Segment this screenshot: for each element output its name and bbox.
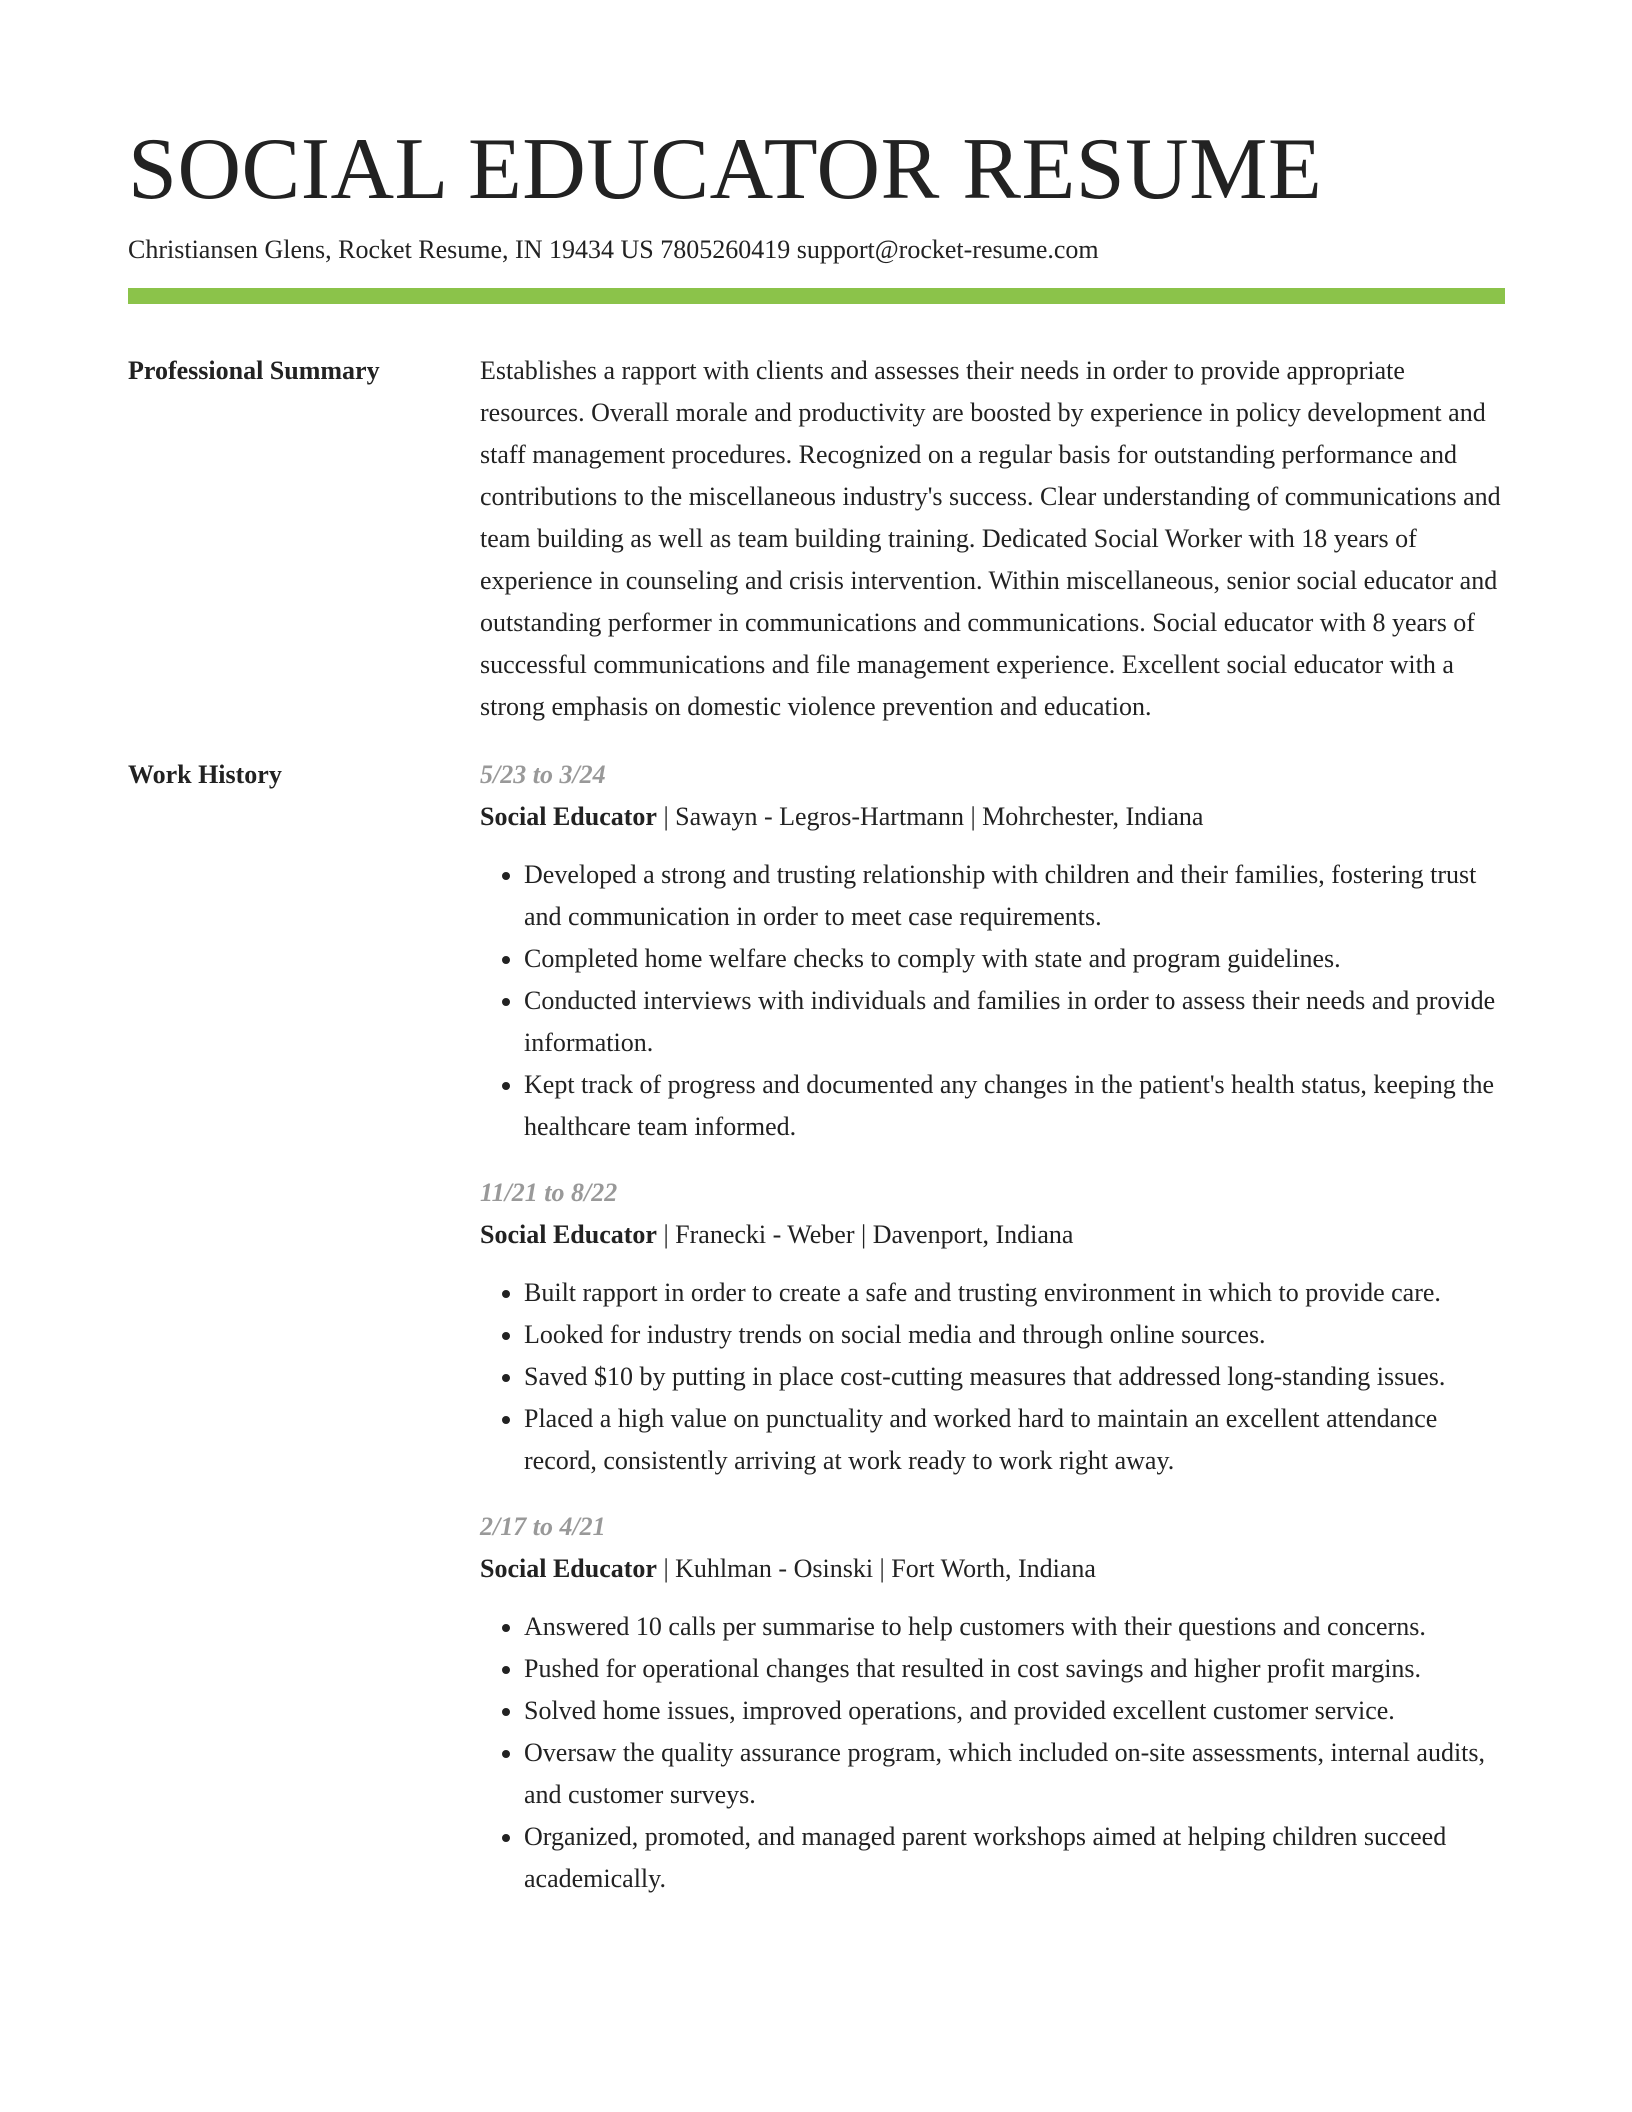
job-title: Social Educator bbox=[480, 1220, 657, 1249]
summary-section bbox=[128, 356, 1505, 728]
job-dates: 11/21 to 8/22 bbox=[480, 1178, 618, 1207]
job-bullet: • Organized, promoted, and managed parent workshops aimed at helping children succeed academically. bbox=[524, 1816, 1505, 1900]
job-bullet: • Placed a high value on punctuality and worked hard to maintain an excellent attendance record, consistently arriving at work ready to work right away. bbox=[524, 1398, 1505, 1482]
job-bullet-list bbox=[480, 1272, 1505, 1482]
job-bullet: • Developed a strong and trusting relationship with children and their families, fostering trust and communication in order to meet case requirements. bbox=[524, 854, 1505, 938]
job-bullet-list bbox=[480, 1606, 1505, 1900]
job-bullet: • Pushed for operational changes that resulted in cost savings and higher profit margins. bbox=[524, 1648, 1505, 1690]
job-entry bbox=[480, 1506, 1505, 1900]
job-dates: 5/23 to 3/24 bbox=[480, 760, 606, 789]
job-bullet: • Looked for industry trends on social media and through online sources. bbox=[524, 1314, 1505, 1356]
job-entry bbox=[480, 754, 1505, 1148]
work-history-body bbox=[480, 760, 1505, 1930]
summary-text: Establishes a rapport with clients and assesses their needs in order to provide appropriate resources. Overall morale and productivity are boosted by experience in policy development and staff management procedures. Recognized on a regular basis for outstanding performance and contributions to the miscellaneous industry's success. Clear understanding of communications and team building as well as team building training. Dedicated Social Worker with 18 years of experience in counseling and crisis intervention. Within miscellaneous, senior social educator and outstanding performer in communications and communications. Social educator with 8 years of successful communications and file management experience. Excellent social educator with a strong emphasis on domestic violence prevention and education. bbox=[480, 356, 1501, 721]
resume-page bbox=[128, 120, 1505, 1930]
summary-heading: Professional Summary bbox=[128, 356, 380, 385]
job-entry bbox=[480, 1172, 1505, 1482]
header-divider bbox=[128, 288, 1505, 304]
job-title: Social Educator bbox=[480, 1554, 657, 1583]
job-bullet: • Kept track of progress and documented any changes in the patient's health status, keeping the healthcare team informed. bbox=[524, 1064, 1505, 1148]
job-bullet: • Answered 10 calls per summarise to help customers with their questions and concerns. bbox=[524, 1606, 1505, 1648]
work-history-section bbox=[128, 760, 1505, 1930]
job-bullet: • Saved $10 by putting in place cost-cutting measures that addressed long-standing issues. bbox=[524, 1356, 1505, 1398]
job-dates: 2/17 to 4/21 bbox=[480, 1512, 606, 1541]
job-title-line bbox=[480, 796, 1505, 838]
contact-line: Christiansen Glens, Rocket Resume, IN 19434 US 7805260419 support@rocket-resume.com bbox=[128, 235, 1099, 264]
job-bullet: • Solved home issues, improved operations, and provided excellent customer service. bbox=[524, 1690, 1505, 1732]
job-employer-location: | Franecki - Weber | Davenport, Indiana bbox=[656, 1220, 1074, 1249]
job-bullet-list bbox=[480, 854, 1505, 1148]
summary-body bbox=[480, 356, 1505, 728]
job-bullet: • Completed home welfare checks to comply with state and program guidelines. bbox=[524, 938, 1505, 980]
job-employer-location: | Kuhlman - Osinski | Fort Worth, Indiana bbox=[656, 1554, 1096, 1583]
work-history-heading: Work History bbox=[128, 760, 282, 789]
resume-title: SOCIAL EDUCATOR RESUME bbox=[128, 121, 1323, 218]
job-title-line bbox=[480, 1214, 1505, 1256]
job-bullet: • Oversaw the quality assurance program, which included on-site assessments, internal audits, and customer surveys. bbox=[524, 1732, 1505, 1816]
job-bullet: • Conducted interviews with individuals and families in order to assess their needs and provide information. bbox=[524, 980, 1505, 1064]
job-title: Social Educator bbox=[480, 802, 657, 831]
job-employer-location: | Sawayn - Legros-Hartmann | Mohrchester, Indiana bbox=[656, 802, 1204, 831]
job-bullet: • Built rapport in order to create a safe and trusting environment in which to provide care. bbox=[524, 1272, 1505, 1314]
job-title-line bbox=[480, 1548, 1505, 1590]
